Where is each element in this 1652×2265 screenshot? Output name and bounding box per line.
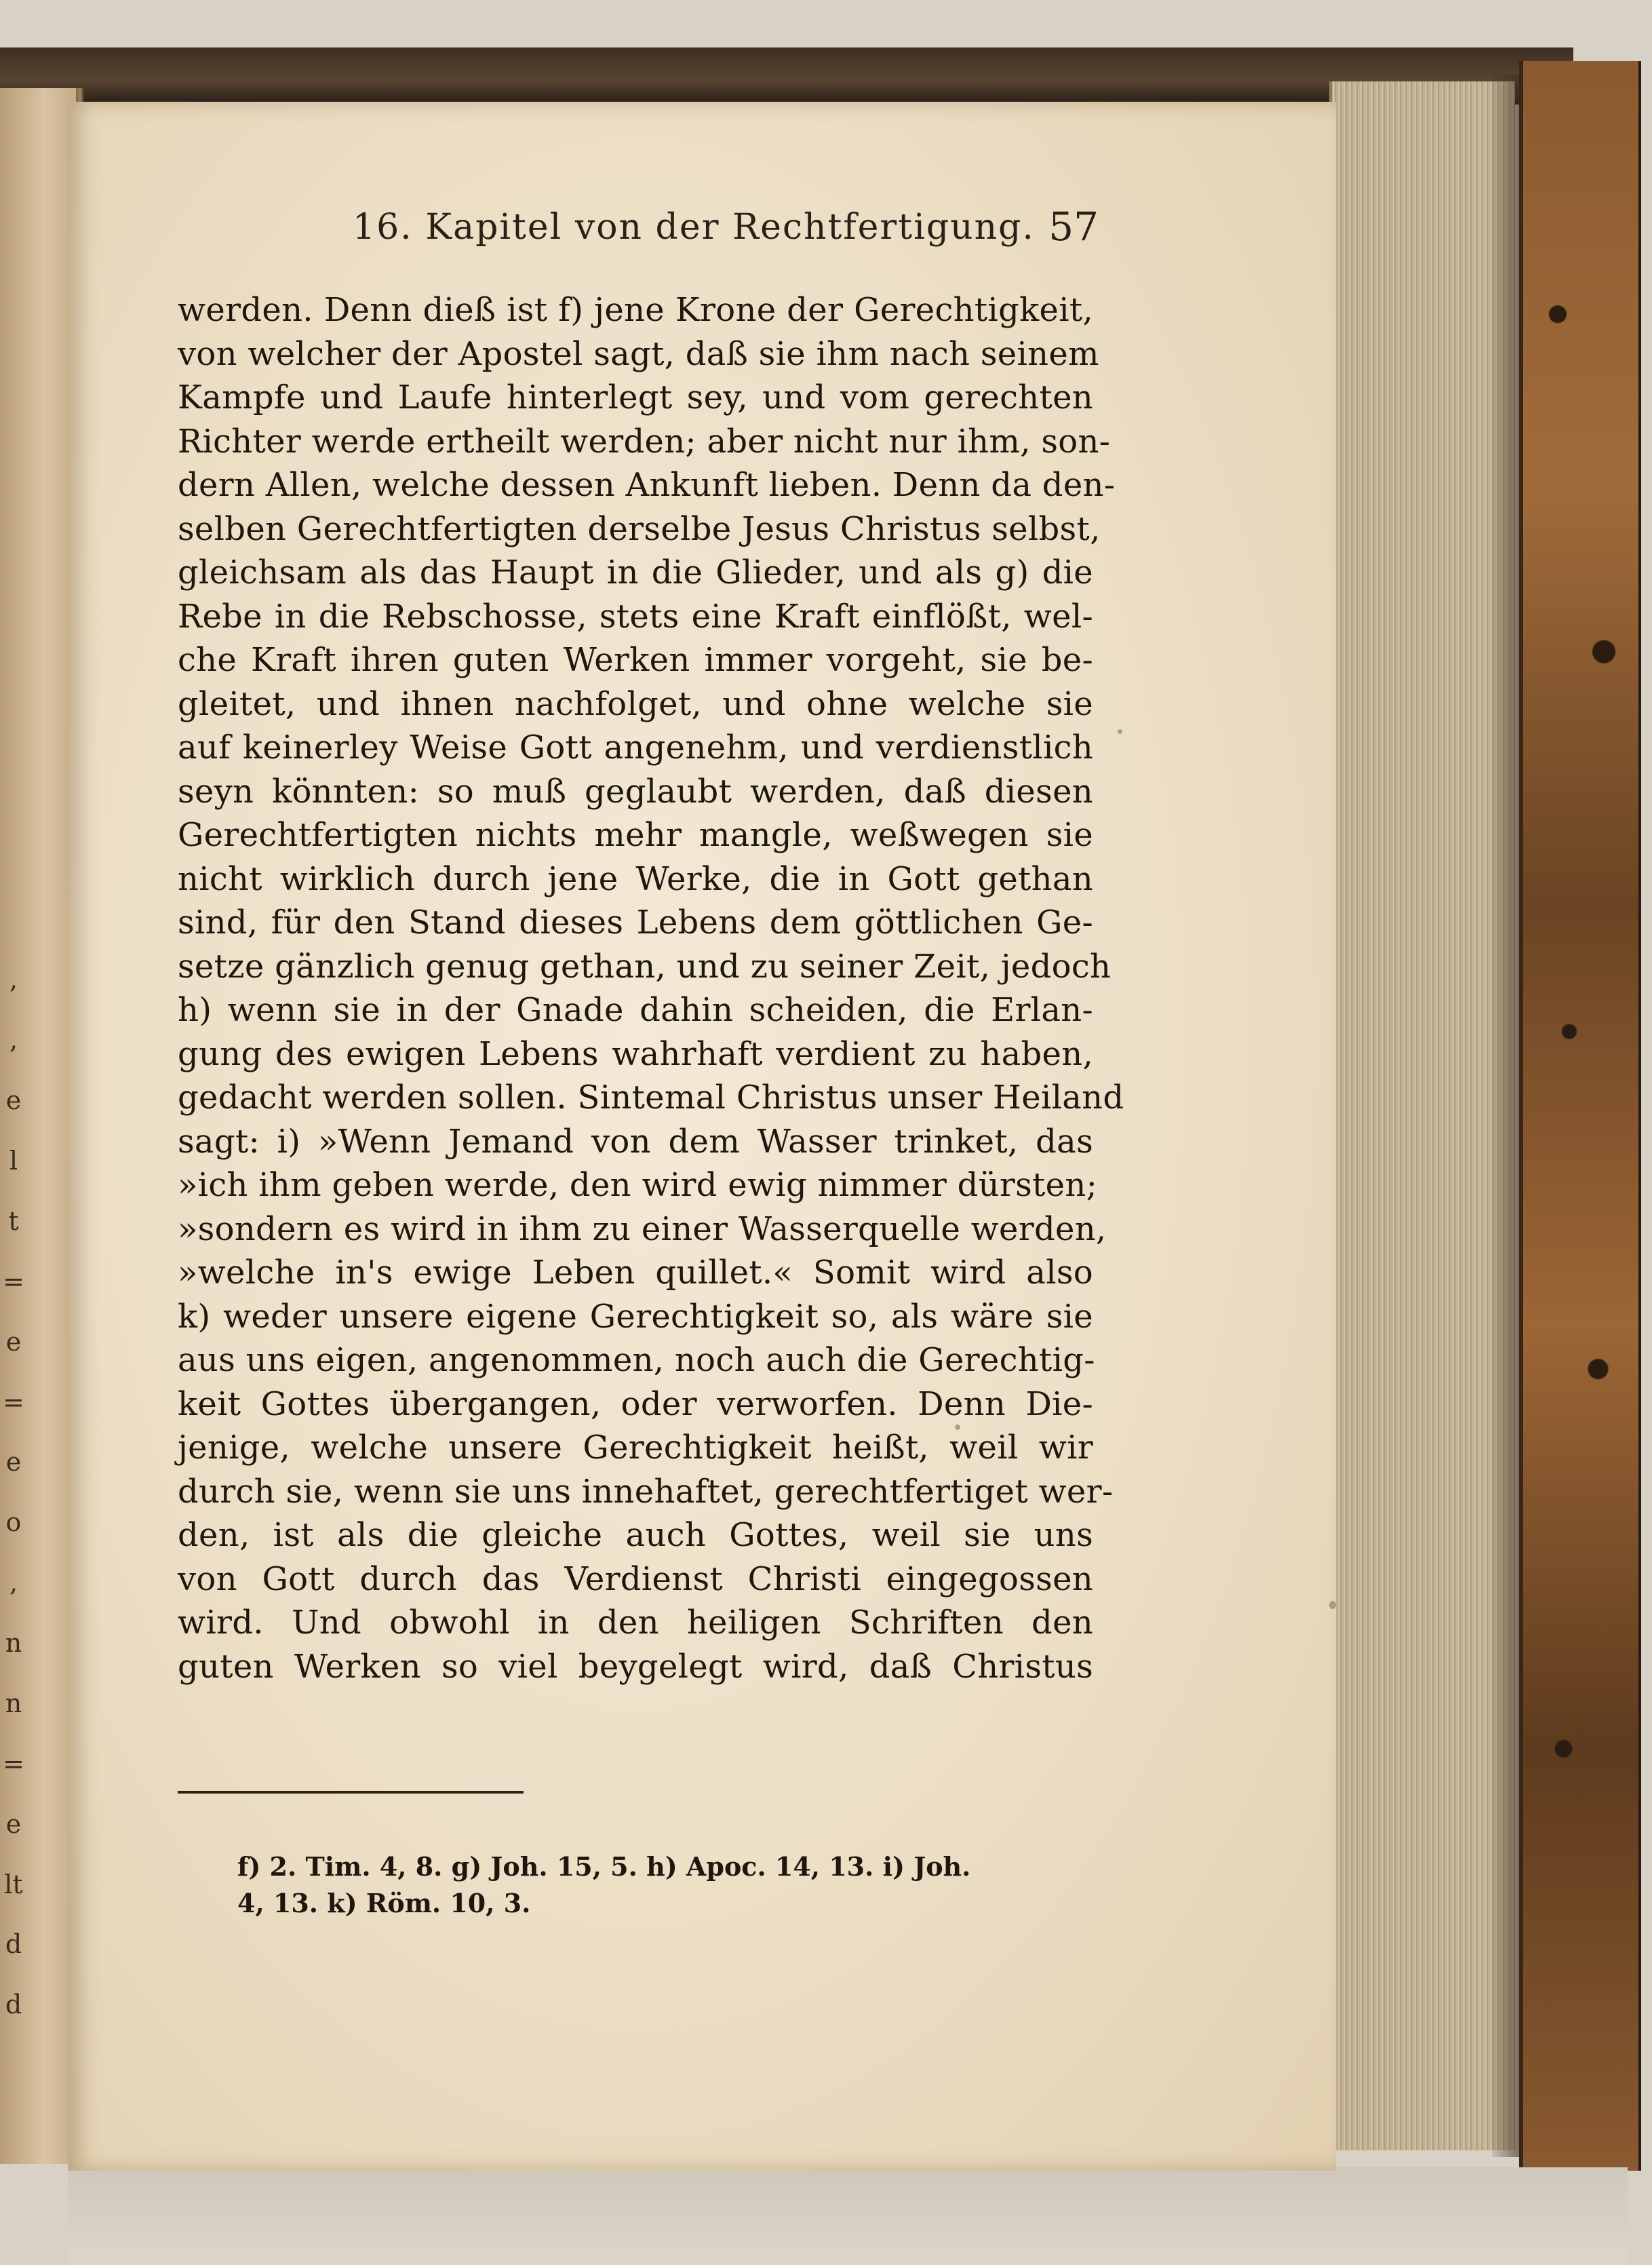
scan-background-bottom (68, 2167, 1628, 2265)
left-margin-fragment: e (5, 1808, 22, 1839)
body-line: keit Gottes übergangen, oder verworfen. Denn Die- (178, 1385, 1093, 1423)
left-margin-fragment: , (9, 1025, 18, 1056)
left-margin-fragment: = (3, 1387, 24, 1417)
body-line: gleitet, und ihnen nachfolget, und ohne welche sie (178, 684, 1093, 723)
body-line: Richter werde ertheilt werden; aber nicht nur ihm, son- (178, 422, 1111, 461)
body-line: nicht wirklich durch jene Werke, die in Gott gethan (178, 859, 1093, 898)
page-block-edges (1329, 81, 1515, 2150)
footnote-line: f) 2. Tim. 4, 8. g) Joh. 15, 5. h) Apoc. 14, 13. i) Joh. (237, 1851, 971, 1882)
body-line: den, ist als die gleiche auch Gottes, weil sie uns (178, 1516, 1093, 1554)
left-margin-fragment: t (8, 1205, 19, 1236)
page-number: 57 (1048, 204, 1099, 250)
body-line: durch sie, wenn sie uns innehaftet, gerechtfertiget wer- (178, 1472, 1114, 1511)
left-margin-fragment: , (9, 1568, 18, 1598)
left-margin-fragment: e (5, 1326, 22, 1357)
dust-speck (955, 1425, 960, 1430)
body-line: aus uns eigen, angenommen, noch auch die Gerechtig- (178, 1341, 1095, 1379)
body-text (178, 288, 1124, 1688)
footnote-rule (178, 1791, 524, 1794)
left-margin-fragment: d (5, 1929, 22, 1960)
body-line: gung des ewigen Lebens wahrhaft verdient zu haben, (178, 1034, 1093, 1073)
body-line: guten Werken so viel beygelegt wird, daß Christus (178, 1647, 1093, 1686)
left-margin-fragment: lt (4, 1869, 23, 1899)
body-line: Gerechtfertigten nichts mehr mangle, weßwegen sie (178, 816, 1093, 854)
body-line: sind, für den Stand dieses Lebens dem göttlichen Ge- (178, 904, 1093, 942)
footnotes (237, 1848, 1105, 1922)
left-margin-fragment: o (5, 1507, 22, 1538)
body-line: werden. Denn dieß ist f) jene Krone der Gerechtigkeit, (178, 291, 1093, 329)
body-line: gedacht werden sollen. Sintemal Christus unser Heiland (178, 1079, 1124, 1117)
left-margin-fragment: n (5, 1628, 22, 1659)
body-line: h) wenn sie in der Gnade dahin scheiden, die Erlan- (178, 991, 1093, 1029)
body-line: setze gänzlich genug gethan, und zu seiner Zeit, jedoch (178, 947, 1112, 986)
body-line: »welche in's ewige Leben quillet.« Somit wird also (178, 1254, 1093, 1292)
body-line: »sondern es wird in ihm zu einer Wasserquelle werden, (178, 1209, 1107, 1248)
body-line: von welcher der Apostel sagt, daß sie ihm nach seinem (178, 334, 1099, 373)
body-line: che Kraft ihren guten Werken immer vorgeht, sie be- (178, 641, 1093, 679)
body-line: dern Allen, welche dessen Ankunft lieben. Denn da den- (178, 466, 1116, 504)
dust-speck (1329, 1601, 1336, 1609)
left-margin-fragment: = (3, 1266, 24, 1296)
body-line: Kampfe und Laufe hinterlegt sey, und vom gerechten (178, 379, 1093, 417)
body-line: sagt: i) »Wenn Jemand von dem Wasser trinket, das (178, 1122, 1093, 1161)
left-margin-fragment: e (5, 1085, 22, 1116)
left-margin-fragment: e (5, 1447, 22, 1477)
body-line: k) weder unsere eigene Gerechtigkeit so, als wäre sie (178, 1297, 1093, 1336)
marbled-back-cover (1519, 61, 1641, 2171)
left-margin-fragment: d (5, 1990, 22, 2020)
body-line: gleichsam als das Haupt in die Glieder, und als g) die (178, 554, 1093, 592)
left-margin-fragment: = (3, 1748, 24, 1779)
left-margin-fragment: , (9, 965, 18, 995)
footnote-line: 4, 13. k) Röm. 10, 3. (237, 1888, 531, 1918)
left-margin-fragment: l (9, 1146, 18, 1176)
body-line: seyn könnten: so muß geglaubt werden, daß diesen (178, 772, 1093, 811)
left-margin-fragment: n (5, 1688, 22, 1718)
body-line: von Gott durch das Verdienst Christi eingegossen (178, 1560, 1093, 1598)
body-line: »ich ihm geben werde, den wird ewig nimmer dürsten; (178, 1166, 1098, 1204)
body-line: auf keinerley Weise Gott angenehm, und verdienstlich (178, 729, 1093, 767)
page-block-shadow (1492, 75, 1519, 2157)
body-line: selben Gerechtfertigten derselbe Jesus Christus selbst, (178, 509, 1101, 548)
body-line: Rebe in die Rebschosse, stets eine Kraft einflößt, wel- (178, 597, 1093, 636)
body-line: wird. Und obwohl in den heiligen Schriften den (178, 1604, 1093, 1642)
dust-speck (1118, 729, 1122, 734)
body-line: jenige, welche unsere Gerechtigkeit heißt, weil wir (178, 1429, 1093, 1467)
left-page-text-fragments (0, 950, 27, 2035)
running-head: 16. Kapitel von der Rechtfertigung. (353, 207, 1035, 248)
